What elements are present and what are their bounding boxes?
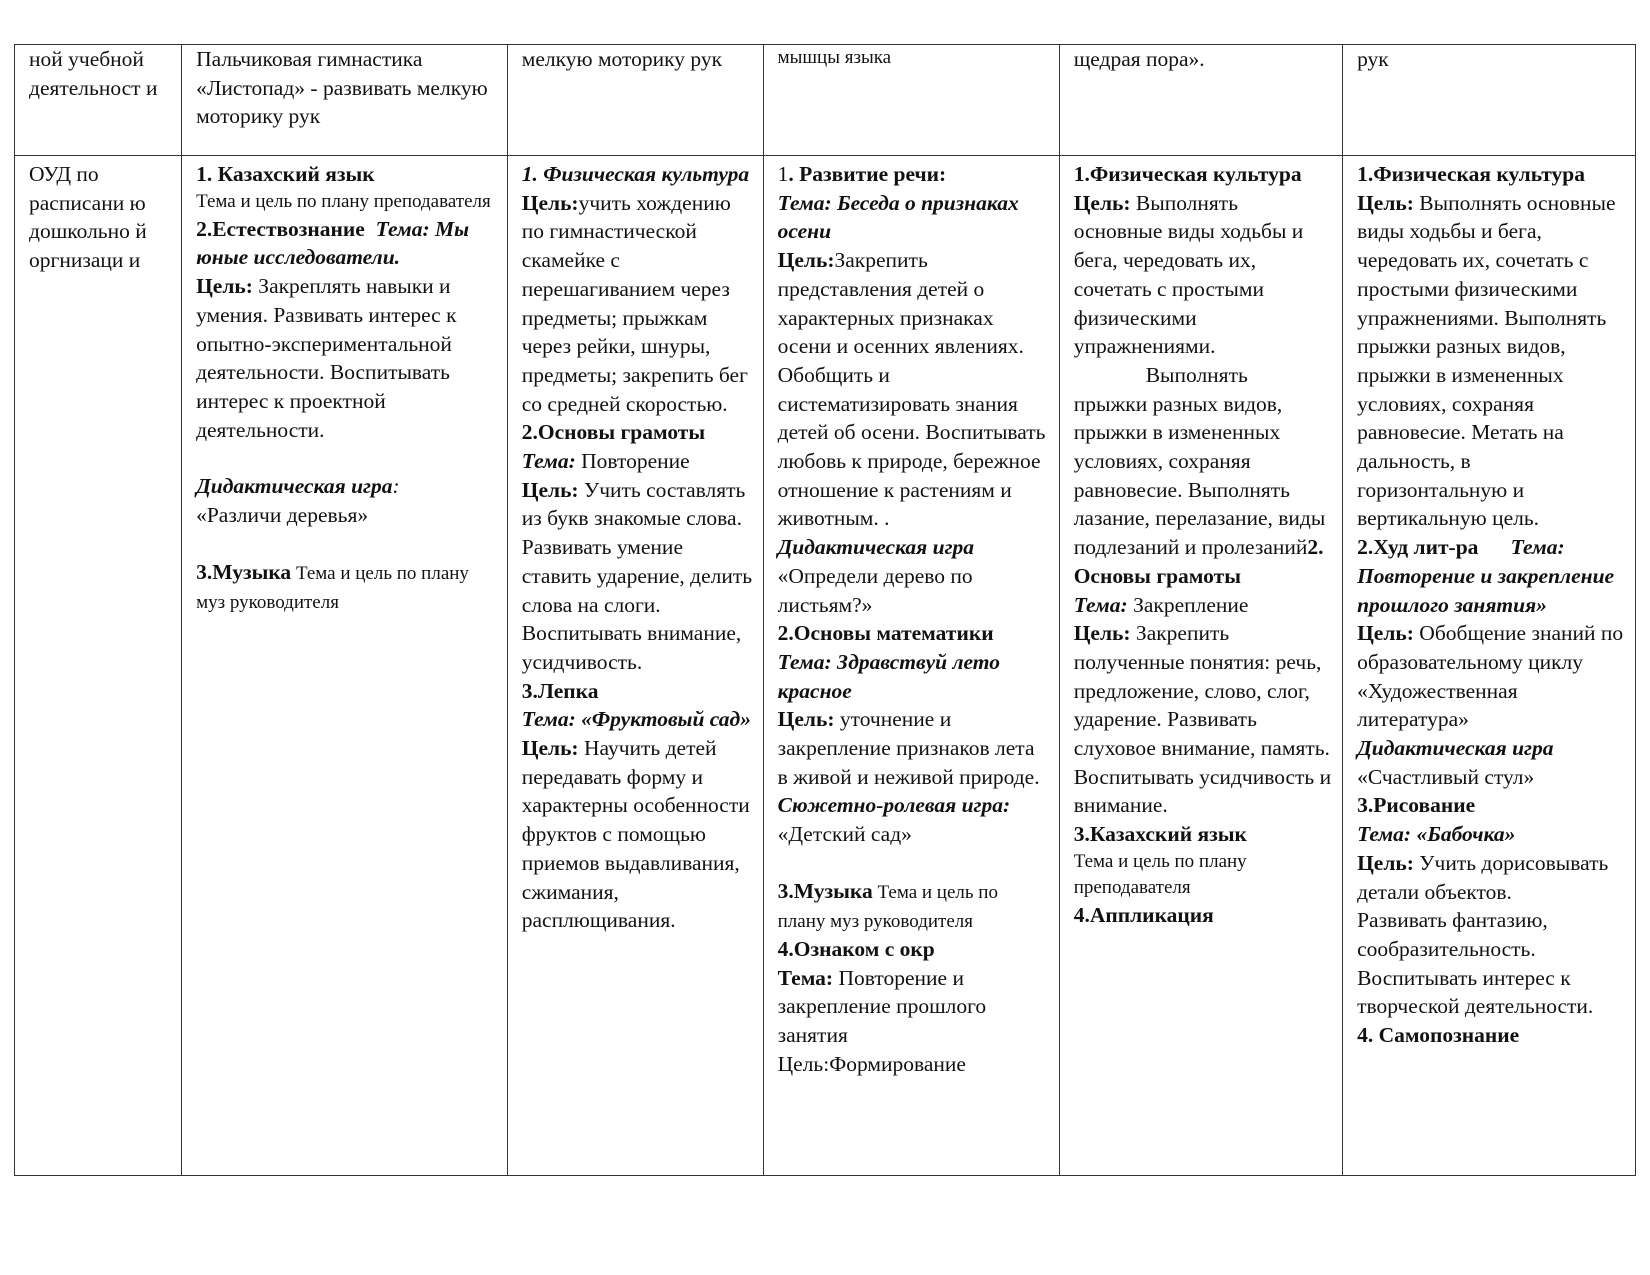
theme-label: Тема: [521,449,576,474]
row1-cell-2: Пальчиковая гимнастика «Листопад» - развивать мелкую моторику рук [182,45,508,156]
row2-cell-4 [763,156,1059,1176]
subject-heading: Основы грамоты [1073,563,1241,588]
goal-text: Учить дорисовывать детали объектов. [1357,850,1609,904]
theme-text: Закрепление [1127,592,1249,617]
subject-heading: 1.Физическая культура [1073,162,1302,186]
theme-text: Повторение [575,449,690,474]
goal-label: Цель: [1073,190,1131,215]
subject-heading: 4. Самопознание [1357,1023,1520,1048]
table-row [15,45,1636,156]
goal-text: уточнение и закрепление признаков лета в живой и неживой природе. [777,707,1040,789]
goal-text: Выполнять [1145,362,1248,387]
row2-cell-6 [1343,156,1636,1176]
goal-text: прыжки разных видов, прыжки в измененных условиях, сохраняя равновесие. Выполнять лазание, перелазание, виды подлезаний и пролезаний [1073,391,1326,560]
role-game-name: «Детский сад» [777,822,912,847]
subject-text: Тема и цель по плану преподавателя [1073,850,1247,898]
subject-heading: 4.Ознаком с окр [777,936,935,961]
goal-text: Цель:Формирование [777,1051,966,1076]
goal-text: Учить составлять из букв знакомые слова. Развивать умение ставить ударение, делить слова на слоги. Воспитывать внимание, усидчивость. [521,477,753,674]
schedule-table [14,44,1636,1176]
goal-label: Цель: [521,736,579,761]
goal-text: Обобщение знаний по образовательному циклу «Художественная литература» [1357,621,1624,732]
goal-label: Цель: [1073,621,1131,646]
spacer [196,444,497,472]
goal-label: Цель: [777,248,835,273]
goal-text: Научить детей передавать форму и характерны особенности фруктов с помощью приемов выдавливания, сжимания, расплющивания. [521,736,750,933]
game-name: «Определи дерево по листьям?» [777,563,973,617]
goal-text: учить хождению по гимнастической скамейке с перешагиванием через предметы; прыжкам через рейки, шнуры, предметы; закрепить бег со средней скоростью. [521,190,748,416]
goal-label: Цель: [1357,850,1414,875]
subject-heading: 3.Музыка [777,878,873,903]
theme-label: Тема: [1073,592,1128,617]
row1-cell-1: ной учебной деятельност и [15,45,182,156]
subject-heading: 4.Аппликация [1073,902,1214,927]
game-name: «Счастливый стул» [1357,764,1535,789]
subject-heading: 1. Казахский язык [196,162,375,186]
row2-cell-5 [1059,156,1342,1176]
subject-number: 1 [777,162,789,186]
goal-label: Цель: [196,274,253,299]
goal-label: Цель: [521,190,579,215]
subject-heading: 1. Физическая культура [521,162,750,186]
subject-heading: 3.Казахский язык [1073,822,1247,847]
subject-heading: 2.Основы грамоты [521,420,706,445]
subject-theme: Тема: «Фруктовый сад» [521,707,751,732]
subject-text: Тема и цель по плану преподавателя [196,190,491,212]
goal-text: Выполнять основные виды ходьбы и бега, чередовать их, сочетать с простыми физическими упражнениями. [1073,190,1304,359]
subject-heading: . Развитие речи: [788,162,947,186]
subject-text: Тема и цель по плану муз руководителя [777,881,998,932]
subject-heading: 2.Естествознание [196,216,365,241]
goal-text: Закрепить представления детей о характерных признаках осени и осенних явлениях. Обобщить и систематизировать знания детей об осени. Воспитывать любовь к природе, бережное отношение к растениям и животным. . [777,248,1046,531]
goal-text: Развивать фантазию, сообразительность. Воспитывать интерес к творческой деятельности. [1357,908,1594,1019]
spacer [196,530,497,558]
subject-heading: 3.Музыка [196,559,292,584]
subject-heading: 2.Основы математики [777,621,994,646]
row2-cell-1: ОУД по расписани ю дошкольно й оргнизаци и [15,156,182,1176]
goal-label: Цель: [521,477,579,502]
subject-theme: Тема: «Бабочка» [1357,822,1516,847]
goal-label: Цель: [1357,621,1414,646]
row2-cell-2 [182,156,508,1176]
theme-label: Тема: [777,965,834,990]
role-game-label: Сюжетно-ролевая игра: [777,793,1011,818]
subject-theme: Тема: Мы юные исследователи. [196,216,470,270]
game-name: «Различи деревья» [196,503,369,528]
subject-theme: Тема: Беседа о признаках осени [777,190,1019,244]
goal-label: Цель: [1357,190,1414,215]
row1-cell-5: щедрая пора». [1059,45,1342,156]
subject-theme: Тема: Повторение и закрепление прошлого занятия» [1357,535,1615,617]
goal-label: Цель: [777,707,835,732]
subject-heading: 2.Худ лит-ра [1357,535,1479,560]
table-row [15,156,1636,1176]
subject-number: 2. [1307,535,1324,560]
subject-text: Тема и цель по плану муз руководителя [196,562,469,613]
row1-cell-3: мелкую моторику рук [507,45,763,156]
theme-text: Повторение и закрепление прошлого занятия [777,965,987,1047]
goal-text: Закреплять навыки и умения. Развивать интерес к опытно-экспериментальной деятельности. Воспитывать интерес к проектной деятельности. [196,274,457,442]
goal-text: Закрепить полученные понятия: речь, предложение, слово, слог, ударение. Развивать слуховое внимание, память. Воспитывать усидчивость и внимание. [1073,621,1332,818]
row2-cell-3 [507,156,763,1176]
game-label: Дидактическая игра [196,474,393,499]
subject-heading: 3.Лепка [521,678,599,703]
game-colon: : [392,474,400,499]
row1-cell-4: мышцы языка [763,45,1059,156]
row1-cell-6: рук [1343,45,1636,156]
subject-theme: Тема: Здравствуй лето красное [777,649,1000,703]
subject-heading: 3.Рисование [1357,793,1476,818]
spacer [778,849,1049,877]
subject-heading: 1.Физическая культура [1357,162,1586,186]
goal-text: Выполнять основные виды ходьбы и бега, чередовать их, сочетать с простыми физическими упражнениями. Выполнять прыжки разных видов, прыжки в измененных условиях, сохраняя равновесие. Метать на дальность, в горизонтальную и вертикальную цель. [1357,190,1616,531]
game-label: Дидактическая игра [777,535,975,560]
schedule-sheet [14,44,1636,1176]
game-label: Дидактическая игра [1357,736,1554,761]
